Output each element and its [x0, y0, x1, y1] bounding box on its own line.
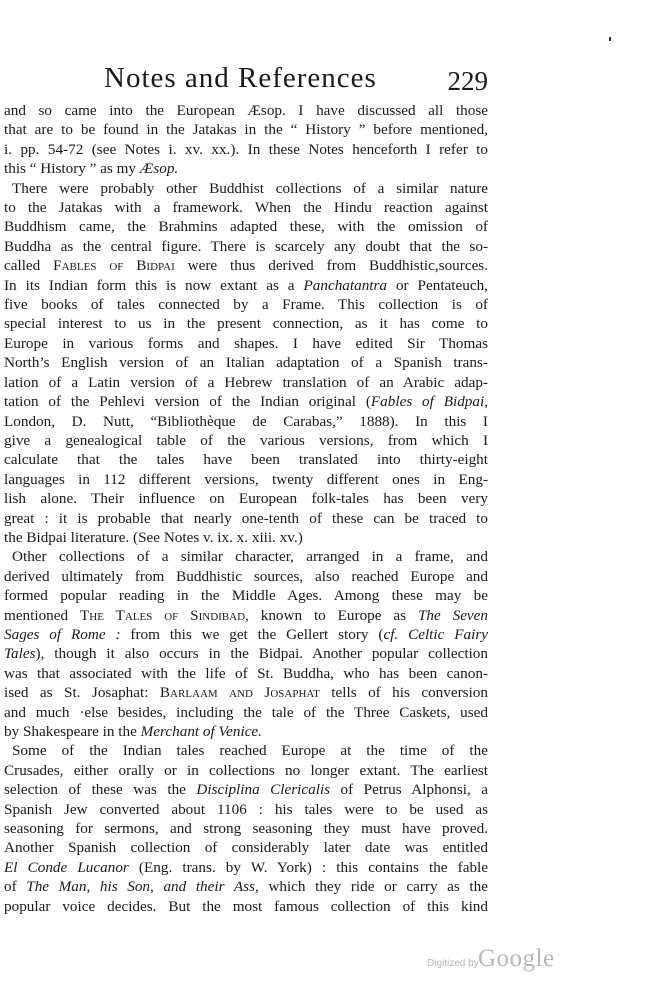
text-run: languages in 112 different versions, twenty different ones in Eng-: [4, 470, 488, 488]
text-run: Another Spanish collection of considerably later date was entitled: [4, 839, 488, 857]
text-run: and so came into the European Æsop. I have discussed all those: [4, 102, 488, 119]
text-line: [4, 877, 488, 896]
text-line: [4, 237, 488, 256]
text-line: [4, 217, 488, 236]
italic-text: Sages of Rome :: [4, 625, 121, 643]
text-run: Some of the Indian tales reached Europe at the time of the: [12, 742, 488, 760]
text-line: [4, 179, 488, 198]
text-run: was that associated with the life of St. Buddha, who has been canon-: [4, 664, 488, 682]
text-run: There were probably other Buddhist collections of a similar nature: [12, 179, 488, 197]
text-line: [4, 140, 488, 159]
text-line: [4, 838, 488, 857]
text-line: [4, 664, 488, 683]
small-caps-text: The Tales of Sindibad: [80, 606, 246, 624]
text-run: In its Indian form this is now extant as a: [4, 276, 304, 294]
text-line: [4, 528, 488, 547]
text-line: [4, 586, 488, 605]
italic-text: Tales: [4, 645, 36, 663]
text-run: lish alone. Their influence on European folk-tales has been very: [4, 490, 488, 508]
text-line: [4, 703, 488, 722]
italic-text: Æsop.: [139, 160, 179, 178]
body-text: [4, 101, 488, 916]
text-line: [4, 722, 488, 741]
text-run: this “ History ” as my: [4, 160, 140, 178]
text-line: [4, 470, 488, 489]
text-run: calculate that the tales have been translated into thirty-eight: [4, 451, 488, 469]
text-line: [4, 819, 488, 838]
text-line: [4, 101, 488, 120]
italic-text: The Seven: [417, 606, 489, 624]
page-number: 229: [447, 66, 488, 96]
text-run: that are to be found in the Jatakas in the “ History ” before mentioned,: [4, 121, 488, 139]
text-run: special interest to us in the present connection, as it has come to: [4, 315, 488, 333]
text-run: London, D. Nutt, “Bibliothèque de Carabas,” 1888). In this I: [4, 412, 488, 430]
text-run: , known to Europe as: [245, 606, 418, 624]
text-run: tells of his conversion: [319, 684, 488, 702]
text-run: by Shakespeare in the: [4, 723, 141, 740]
text-line: [4, 120, 488, 139]
text-run: from this we get the Gellert story (: [120, 625, 384, 643]
text-line: [4, 761, 488, 780]
text-run: popular voice decides. But the most famous collection of this kind: [4, 897, 488, 915]
text-line: [4, 159, 488, 178]
text-line: [4, 489, 488, 508]
text-line: [4, 741, 488, 760]
text-line: [4, 353, 488, 372]
text-run: seasoning for sermons, and strong seasoning they must have proved.: [4, 820, 488, 838]
text-run: tation of the Pehlevi version of the Indian original (: [4, 393, 371, 411]
italic-text: El Conde Lucanor: [4, 858, 129, 876]
italic-text: Panchatantra: [303, 276, 388, 294]
text-line: [4, 412, 488, 431]
text-run: Crusades, either orally or in collections no longer extant. The earliest: [4, 761, 488, 779]
text-run: great : it is probable that nearly one-tenth of these can be traced to: [4, 509, 488, 527]
text-run: lation of a Latin version of a Hebrew translation of an Arabic adap-: [4, 373, 488, 391]
text-run: Buddhism came, the Brahmins adapted these, with the omission of: [4, 218, 488, 236]
text-run: derived ultimately from Buddhistic sources, also reached Europe and: [4, 567, 488, 585]
text-line: [4, 314, 488, 333]
text-run: of Petrus Alphonsi, a: [330, 781, 489, 799]
text-line: [4, 567, 488, 586]
text-run: were thus derived from Buddhistic,sources.: [174, 257, 489, 275]
text-run: or Pentateuch,: [387, 276, 488, 294]
text-run: Spanish Jew converted about 1106 : his tales were to be used as: [4, 800, 488, 818]
text-line: [4, 334, 488, 353]
text-run: i. pp. 54-72 (see Notes i. xv. xx.). In these Notes henceforth I refer to: [4, 140, 488, 158]
italic-text: Merchant of Venice.: [140, 723, 262, 740]
text-run: Buddha as the central figure. There is scarcely any doubt that the so-: [4, 237, 488, 255]
text-line: [4, 858, 488, 877]
text-line: [4, 295, 488, 314]
text-run: , which they ride or carry as the: [254, 878, 488, 896]
text-run: of: [4, 878, 27, 896]
text-run: ised as St. Josaphat:: [4, 684, 160, 702]
italic-text: Disciplina Clericalis: [196, 781, 331, 799]
text-run: give a genealogical table of the various versions, from which I: [4, 431, 488, 449]
text-run: called: [4, 257, 54, 275]
text-line: [4, 644, 488, 663]
small-caps-text: Fables of Bidpai: [53, 257, 175, 275]
text-run: (Eng. trans. by W. York) : this contains the fable: [128, 858, 488, 876]
text-line: [4, 392, 488, 411]
text-run: ), though it also occurs in the Bidpai. Another popular collection: [35, 645, 488, 663]
text-line: [4, 276, 488, 295]
text-line: [4, 897, 488, 916]
text-run: the Bidpai literature. (See Notes v. ix. x. xiii. xv.): [4, 528, 303, 546]
italic-text: cf. Celtic Fairy: [383, 625, 488, 643]
italic-text: The Man, his Son, and their Ass: [26, 878, 255, 896]
text-run: selection of these was the: [4, 781, 197, 799]
text-line: [4, 431, 488, 450]
text-line: [4, 373, 488, 392]
text-line: [4, 606, 488, 625]
text-line: [4, 780, 488, 799]
margin-mark: [609, 37, 611, 41]
text-line: [4, 509, 488, 528]
text-run: ,: [484, 393, 489, 411]
italic-text: Fables of Bidpai: [370, 393, 485, 411]
text-line: [4, 800, 488, 819]
text-run: Other collections of a similar character, arranged in a frame, and: [12, 548, 488, 566]
google-watermark: Google: [478, 945, 555, 972]
running-title: Notes and References: [104, 62, 377, 94]
small-caps-text: Barlaam and Josaphat: [159, 684, 320, 702]
text-line: [4, 450, 488, 469]
text-run: North’s English version of an Italian adaptation of a Spanish trans-: [4, 354, 488, 372]
text-run: formed popular reading in the Middle Ages. Among these may be: [4, 587, 488, 605]
text-line: [4, 256, 488, 275]
text-run: mentioned: [4, 606, 80, 624]
text-run: and much ·else besides, including the tale of the Three Caskets, used: [4, 703, 488, 721]
page-header: [104, 62, 488, 106]
text-run: Europe in various forms and shapes. I have edited Sir Thomas: [4, 334, 488, 352]
text-line: [4, 683, 488, 702]
text-line: [4, 547, 488, 566]
text-run: five books of tales connected by a Frame. This collection is of: [4, 296, 488, 314]
text-run: to the Jatakas with a framework. When the Hindu reaction against: [4, 199, 488, 217]
digitized-by-label: Digitized by: [427, 958, 479, 969]
text-line: [4, 625, 488, 644]
text-line: [4, 198, 488, 217]
